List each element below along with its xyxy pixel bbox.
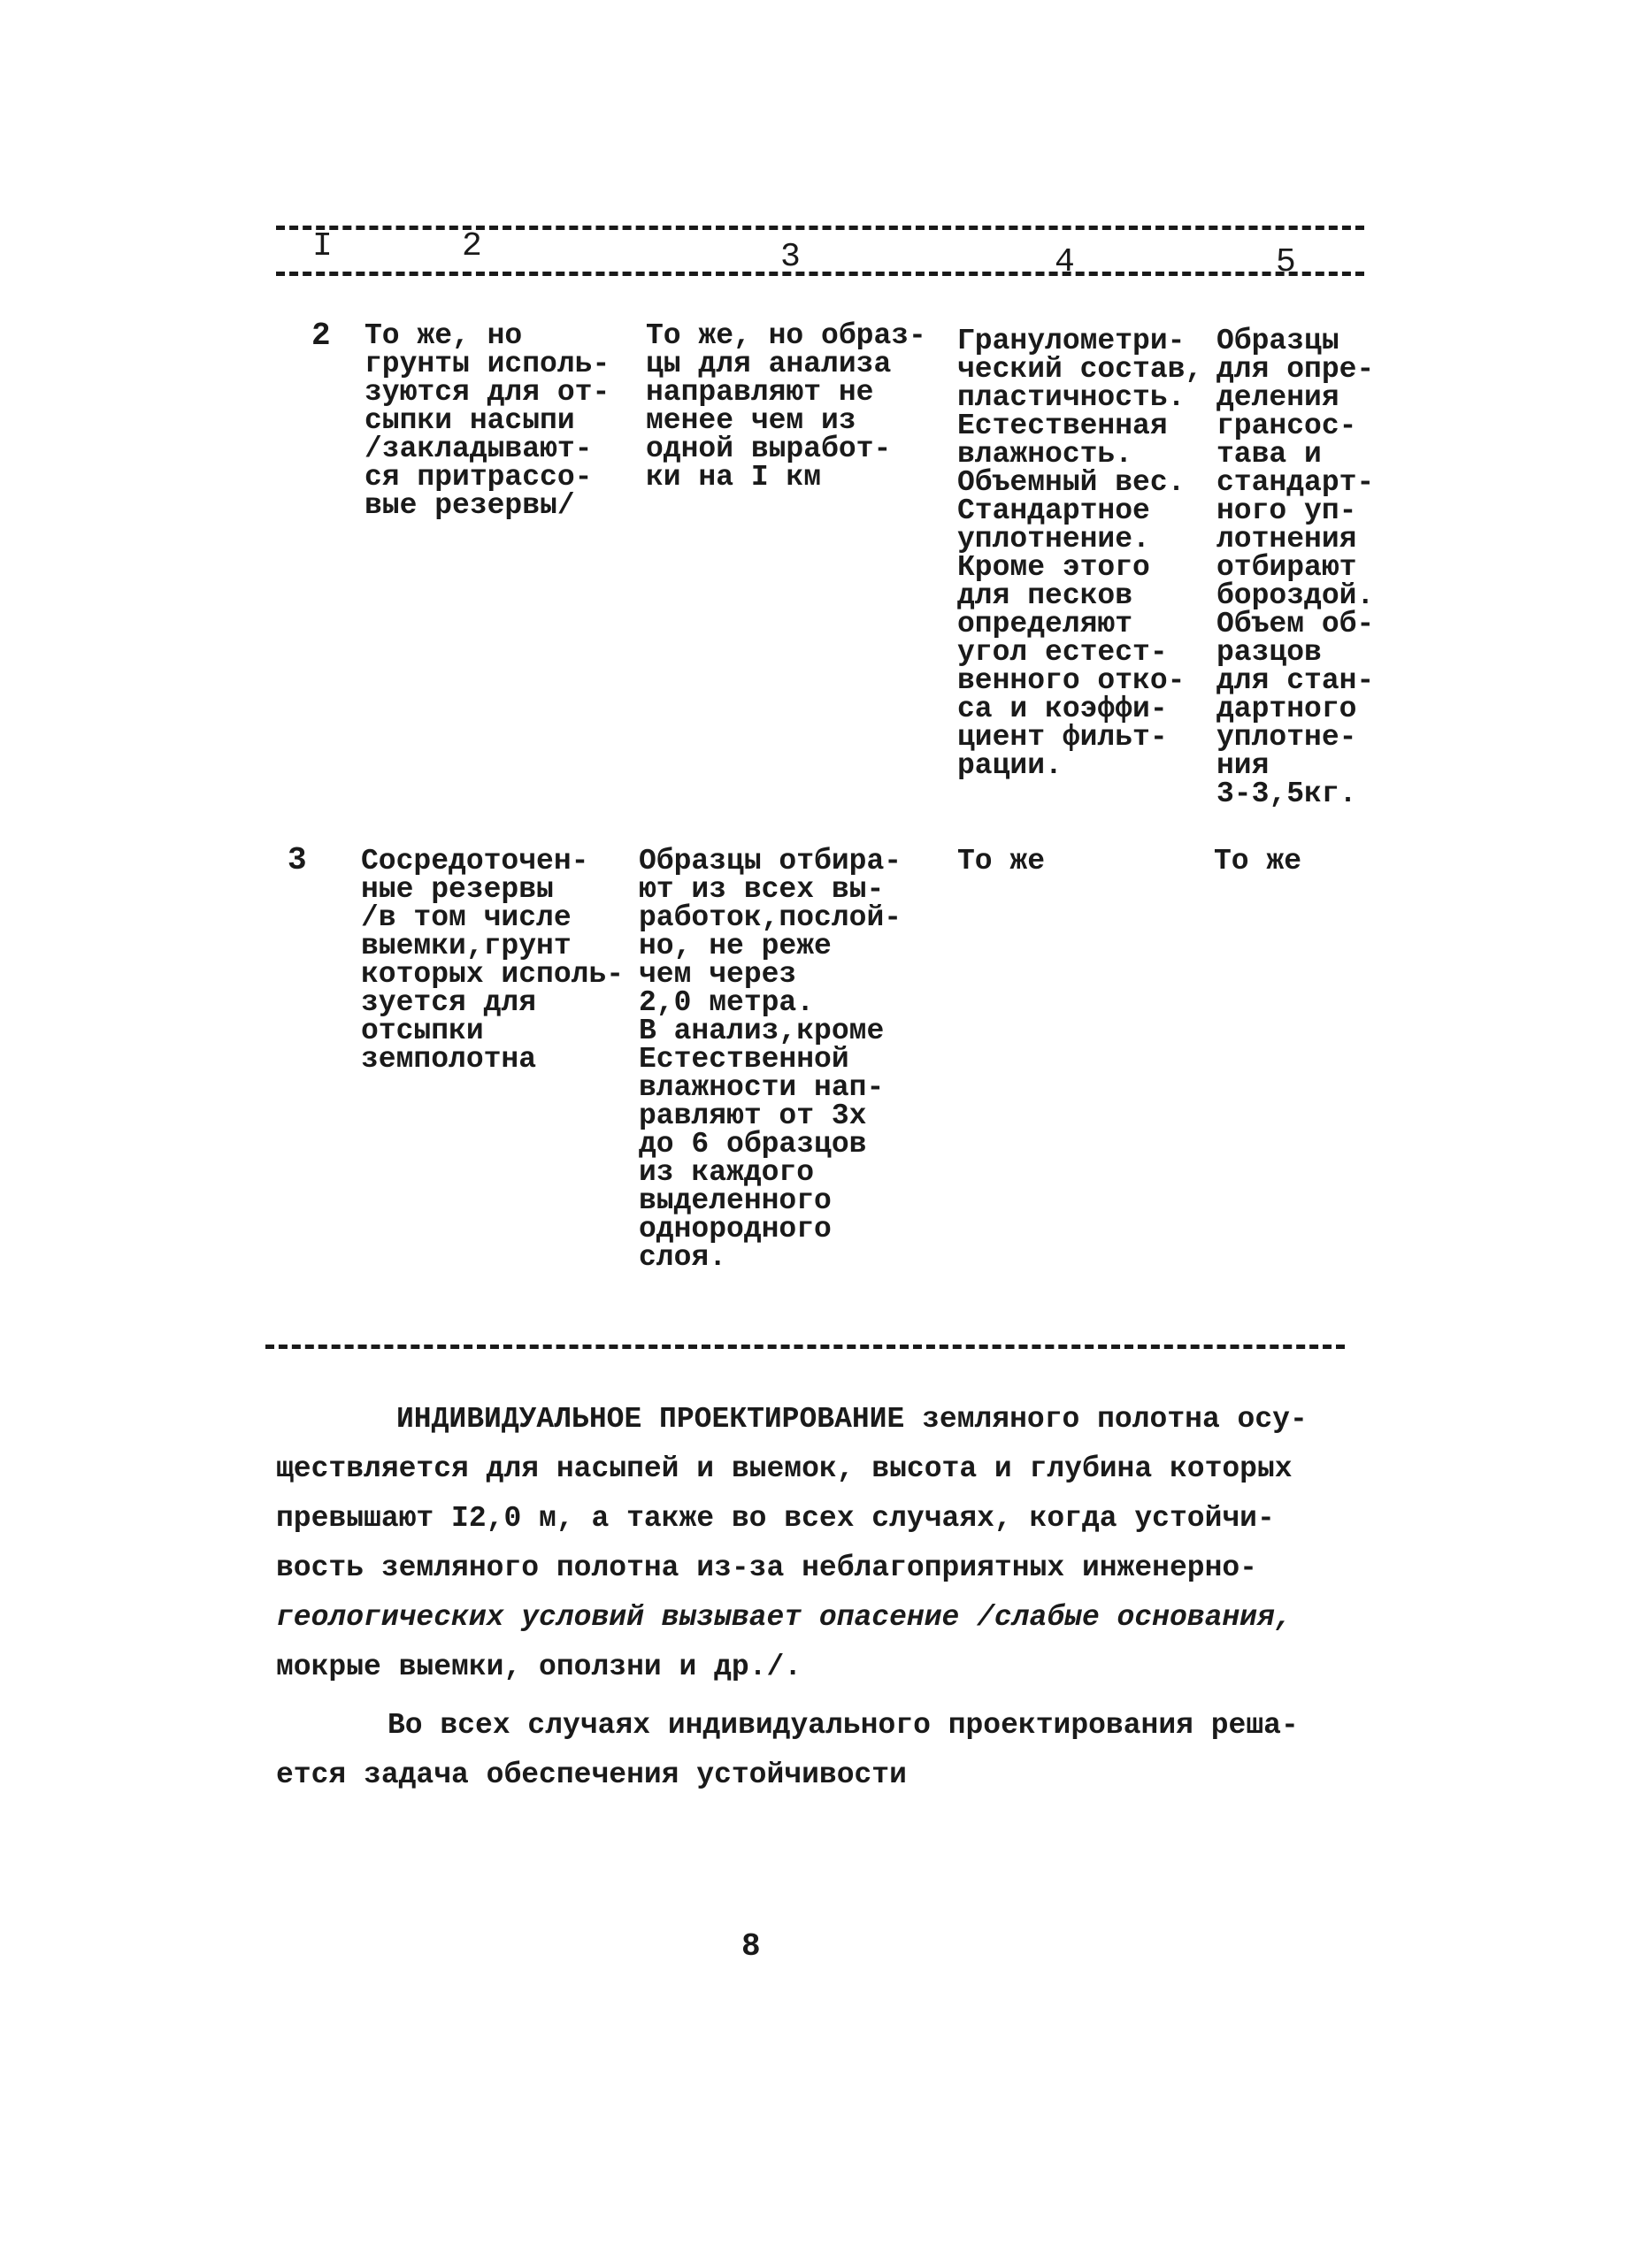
page-number: 8 [741,1928,761,1965]
paragraph-line [276,1593,1293,1643]
row-cell-col5: Образцы для опре- деления грансос- тава и стандарт- ного уп- лотнения отбирают бороздой. Объем об- разцов для стан- дартного уплотне- ния 3-3,5кг. [1216,325,1375,810]
paragraph-line: ИНДИВИДУАЛЬНОЕ ПРОЕКТИРОВАНИЕ земляного полотна осу- [396,1403,1308,1436]
paragraph-line: ется задача обеспечения устойчивости [276,1758,907,1791]
column-header-3: 3 [780,238,801,276]
row-number: 3 [288,842,307,878]
row-cell-col3: То же, но образ- цы для анализа направляют не менее чем из одной выработ- ки на I км [646,319,926,494]
paragraph-line: вость земляного полотна из-за неблагоприятных инженерно- [276,1552,1257,1584]
row-cell-col5: То же [1214,845,1302,877]
column-header-1: I [312,227,333,265]
column-header-4: 4 [1055,243,1075,281]
paragraph-line: ществляется для насыпей и выемок, высота и глубина которых [276,1452,1293,1485]
paragraph-line-text: геологических условий вызывает опасение /слабые основания, [276,1601,1293,1634]
row-cell-col2: То же, но грунты исполь- зуются для от- сыпки насыпи /закладывают- ся притрассо- вые резервы/ [365,319,610,522]
paragraph-line: мокрые выемки, оползни и др./. [276,1651,802,1683]
paragraph-line: превышают I2,0 м, а также во всех случаях, когда устойчи- [276,1502,1275,1535]
header-bottom-rule [276,272,1364,276]
column-header-2: 2 [462,227,482,265]
table-bottom-rule [265,1345,1345,1349]
row-cell-col3: Образцы отбира- ют из всех вы- работок,послой- но, не реже чем через 2,0 метра. В анализ,кроме Естественной влажности нап- равляют от 3х до 6 образцов из каждого выделенного однородного слоя. [639,845,902,1274]
row-cell-col4: То же [957,845,1046,877]
row-cell-col2: Сосредоточен- ные резервы /в том числе выемки,грунт которых исполь- зуется для отсыпки земполотна [361,845,625,1076]
paragraph-line: Во всех случаях индивидуального проектирования реша- [388,1709,1299,1742]
column-header-5: 5 [1276,243,1296,281]
row-cell-col4: Гранулометри- ческий состав, пластичность. Естественная влажность. Объемный вес. Стандартное уплотнение. Кроме этого для песков определяют угол естест- венного отко- са и коэффи- циент фильт- рации. [957,325,1203,782]
row-number: 2 [311,318,331,354]
table-top-rule [276,226,1364,230]
